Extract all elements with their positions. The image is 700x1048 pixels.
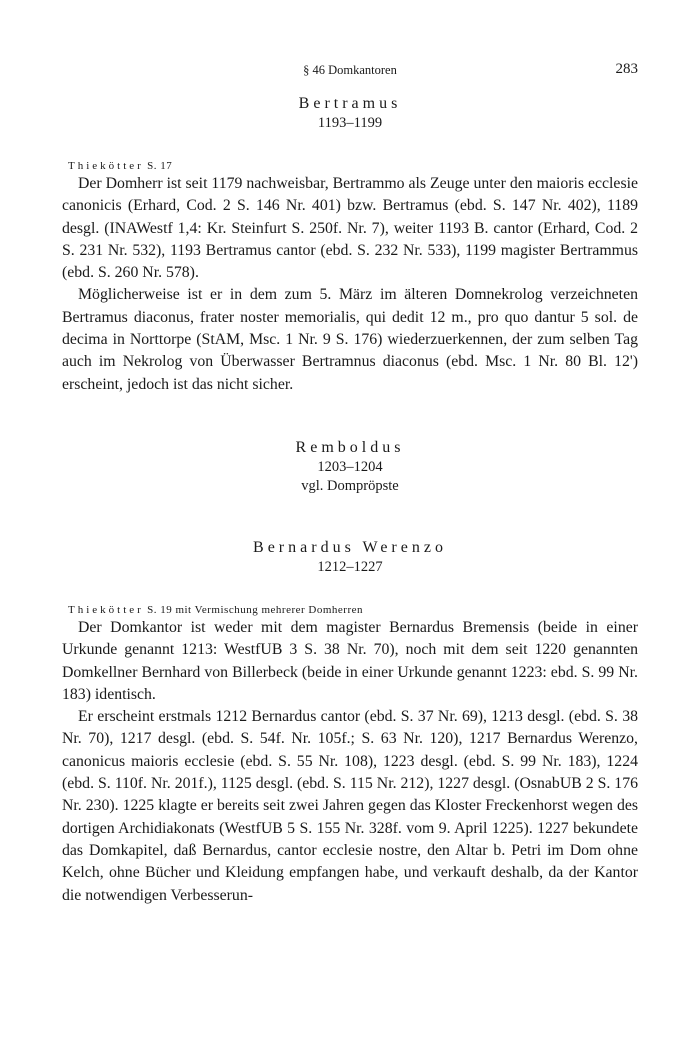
section-title: § 46 Domkantoren bbox=[303, 63, 397, 77]
entry-name: Bertramus bbox=[298, 95, 402, 112]
entry-years: 1193–1199 bbox=[317, 115, 383, 131]
running-head bbox=[62, 48, 638, 77]
entry-heading bbox=[62, 94, 638, 133]
source-citation bbox=[68, 159, 638, 173]
source-author: Thiekötter bbox=[68, 603, 144, 616]
source-citation bbox=[68, 603, 638, 617]
source-reference: S. 17 bbox=[147, 160, 173, 172]
entry-name: Bernardus Werenzo bbox=[253, 538, 447, 556]
entry-paragraph: Er erscheint erstmals 1212 Bernardus cantor (ebd. S. 37 Nr. 69), 1213 desgl. (ebd. S. 38 Nr. 70), 1217 desgl. (ebd. S. 54f. Nr. 105f.; S. 63 Nr. 120), 1217 Bernardus Werenzo, canonicus maioris ecclesie (ebd. S. 55 Nr. 108), 1223 desgl. (ebd. S. 99 Nr. 183), 1224 (ebd. S. 110f. Nr. 201f.), 1125 desgl. (ebd. S. 115 Nr. 212), 1227 desgl. (OsnabUB 2 S. 176 Nr. 230). 1225 klagte er bereits seit zwei Jahren gegen das Kloster Freckenhorst wegen des dortigen Archidiakonats (WestfUB 5 S. 155 Nr. 328f. vom 9. April 1225). 1227 bekundete das Domkapitel, daß Bernardus, cantor ecclesie nostre, den Altar b. Petri im Dom ohne Kelch, ohne Bücher und Kleidung empfangen habe, und verkauft deshalb, da der Kantor die notwendigen Verbesserun- bbox=[62, 708, 638, 904]
entry-years: 1203–1204 bbox=[317, 458, 383, 475]
entry-paragraph: Der Domkantor ist weder mit dem magister Bernardus Bremensis (beide in einer Urkunde genannt 1213: WestfUB 3 S. 38 Nr. 70), noch mit dem seit 1220 genannten Domkellner Bernhard von Billerbeck (beide in einer Urkunde genannt 1223: ebd. S. 99 Nr. 183) identisch. bbox=[62, 618, 638, 703]
entry-cross-reference: vgl. Dompröpste bbox=[301, 477, 399, 494]
source-author: Thiekötter bbox=[68, 160, 144, 172]
book-page bbox=[62, 48, 638, 907]
page-number: 283 bbox=[615, 61, 638, 77]
entry-heading bbox=[62, 538, 638, 577]
entry-paragraph: Der Domherr ist seit 1179 nachweisbar, Bertrammo als Zeuge unter den maioris ecclesie canonicis (Erhard, Cod. 2 S. 146 Nr. 401) bzw. Bertramus (ebd. S. 147 Nr. 402), 1189 desgl. (INAWestf 1,4: Kr. Steinfurt S. 250f. Nr. 7), weiter 1193 B. cantor (Erhard, Cod. 2 S. 231 Nr. 532), 1193 Bertramus cantor (ebd. S. 232 Nr. 533), 1199 magister Bertrammus (ebd. S. 260 Nr. 578). bbox=[62, 175, 638, 282]
entry-name: Remboldus bbox=[295, 438, 405, 456]
source-reference: S. 19 mit Vermischung mehrerer Domherren bbox=[147, 603, 363, 616]
entry-heading bbox=[62, 438, 638, 496]
entry-paragraph: Möglicherweise ist er in dem zum 5. März im älteren Domnekrolog verzeichneten Bertramus diaconus, frater noster memorialis, qui dedit 12 m., pro quo dantur 5 sol. de decima in Norttorpe (StAM, Msc. 1 Nr. 9 S. 176) wiederzuerkennen, der zum selben Tag auch im Nekrolog von Überwasser Bertramnus diaconus (ebd. Msc. 1 Nr. 80 Bl. 12') erscheint, jedoch ist das nicht sicher. bbox=[62, 286, 638, 393]
entry-years: 1212–1227 bbox=[317, 558, 383, 575]
